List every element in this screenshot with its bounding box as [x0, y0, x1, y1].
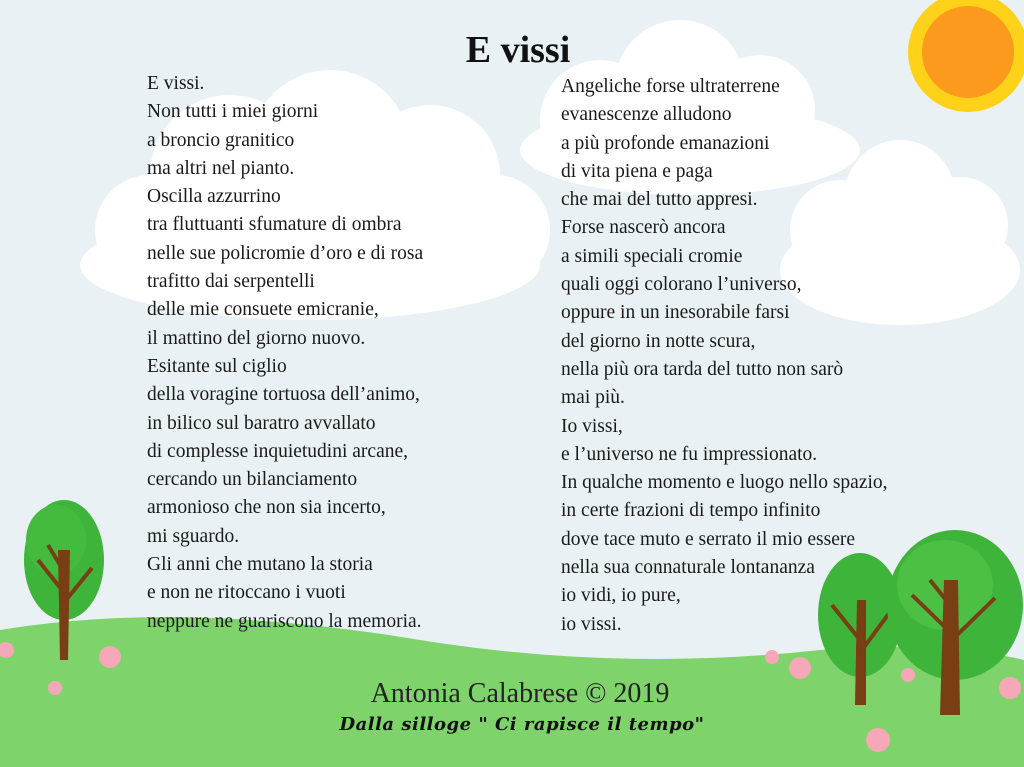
poem-line: che mai del tutto appresi. [561, 189, 758, 211]
poem-line: tra fluttuanti sfumature di ombra [147, 214, 402, 236]
poem-line: e non ne ritoccano i vuoti [147, 582, 346, 604]
flower-icon [765, 650, 779, 664]
poem-line: in bilico sul baratro avvallato [147, 412, 376, 434]
poem-line: E vissi. [147, 73, 205, 94]
poem-column-right [561, 73, 888, 639]
poem-line: mi sguardo. [147, 525, 240, 547]
poem-line: ma altri nel pianto. [147, 157, 295, 179]
poem-line: neppure ne guariscono la memoria. [147, 610, 422, 632]
poem-line: Io vissi, [561, 415, 623, 437]
poem-line: e l’universo ne fu impressionato. [561, 443, 818, 465]
poem-line: del giorno in notte scura, [561, 330, 756, 352]
flower-icon [789, 657, 811, 679]
poem-line: delle mie consuete emicranie, [147, 299, 379, 321]
poem-line: nella sua connaturale lontananza [561, 557, 815, 579]
poem-line: nella più ora tarda del tutto non sarò [561, 358, 844, 380]
poem-line: armonioso che non sia incerto, [147, 497, 386, 519]
poem-line: In qualche momento e luogo nello spazio, [561, 472, 888, 494]
poem-line: mai più. [561, 387, 625, 409]
poem-line: di vita piena e paga [561, 160, 713, 182]
poem-line: evanescenze alludono [561, 104, 732, 126]
poem-line: a broncio granitico [147, 129, 295, 151]
poem-line: trafitto dai serpentelli [147, 271, 315, 293]
poem-line: Forse nascerò ancora [561, 217, 726, 239]
poem-line: quali oggi colorano l’universo, [561, 274, 802, 296]
poem-line: Oscilla azzurrino [147, 186, 281, 208]
poem-line: il mattino del giorno nuovo. [147, 327, 366, 349]
poem-line: a più profonde emanazioni [561, 132, 770, 154]
source-collection: Dalla silloge " Ci rapisce il tempo" [339, 714, 705, 735]
poem-title: E vissi [465, 29, 571, 71]
poem-line: oppure in un inesorabile farsi [561, 302, 790, 324]
poem-column-left [147, 70, 423, 636]
poem-line: a simili speciali cromie [561, 245, 743, 267]
poem-line: io vidi, io pure, [561, 585, 681, 607]
poem-line: in certe frazioni di tempo infinito [561, 500, 821, 522]
author-credit: Antonia Calabrese © 2019 [370, 678, 670, 709]
poem-line: Non tutti i miei giorni [147, 101, 319, 123]
poem-line: Angeliche forse ultraterrene [561, 76, 780, 97]
flower-icon [99, 646, 121, 668]
poem-line: della voragine tortuosa dell’animo, [147, 384, 420, 406]
poem-line: nelle sue policromie d’oro e di rosa [147, 242, 424, 264]
poem-line: Gli anni che mutano la storia [147, 554, 373, 576]
poem-line: Esitante sul ciglio [147, 355, 287, 377]
poem-line: cercando un bilanciamento [147, 469, 358, 491]
poem-line: dove tace muto e serrato il mio essere [561, 528, 856, 550]
poem-line: io vissi. [561, 613, 622, 635]
poem-line: di complesse inquietudini arcane, [147, 440, 409, 462]
